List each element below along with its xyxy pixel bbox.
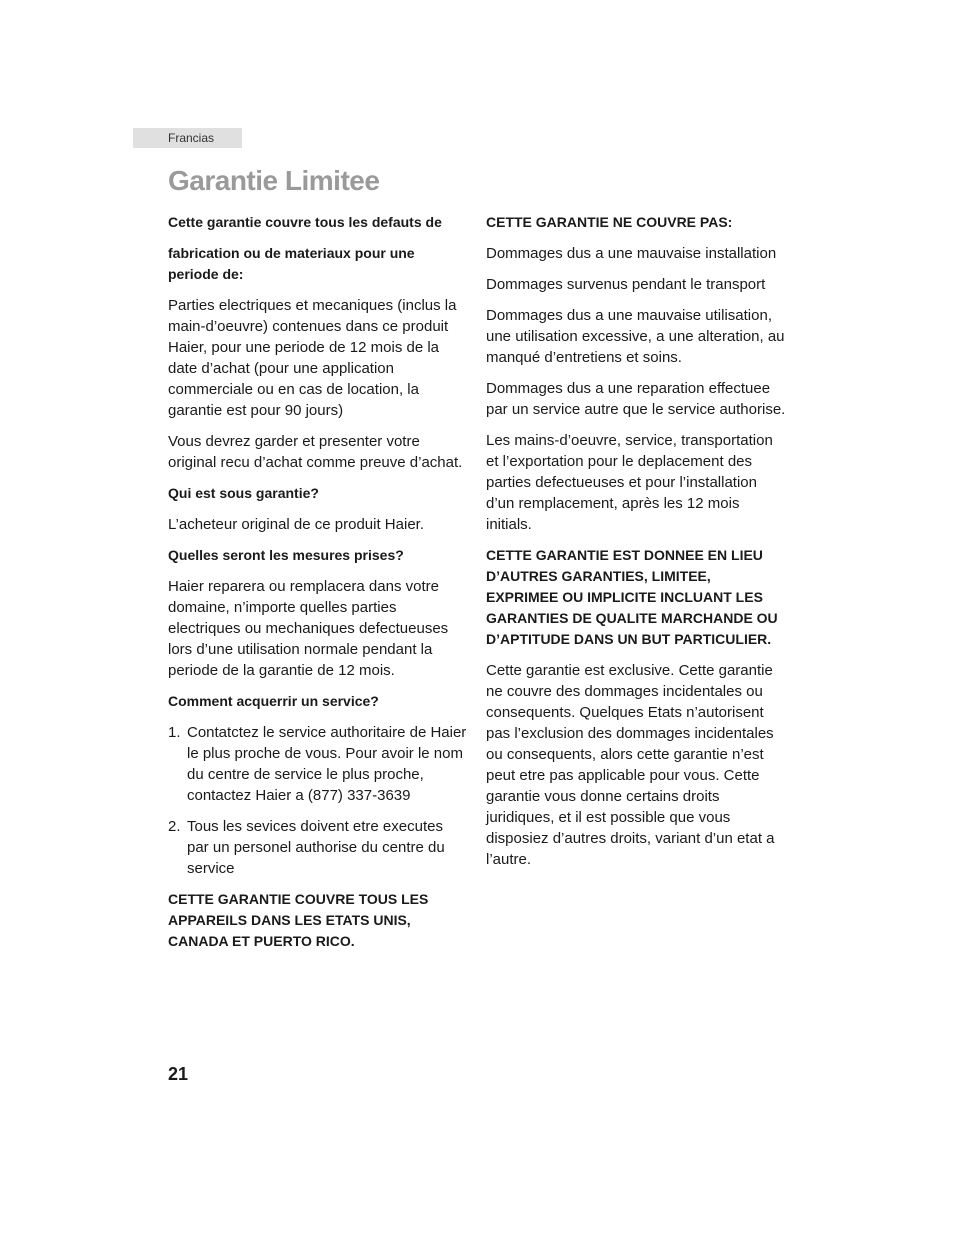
service-steps-list — [168, 722, 468, 879]
parts-paragraph: Parties electriques et mecaniques (inclus la main-d’oeuvre) contenues dans ce produit Haier, pour une periode de 12 mois de la date d’achat (pour une application commerciale ou en cas de location, la garantie est pour 90 jours) — [168, 297, 457, 419]
step-number: 1. — [168, 724, 181, 741]
exclusive-paragraph: Cette garantie est exclusive. Cette garantie ne couvre des dommages incidentales ou consequents. Quelques Etats n’autorisent pas l’exclusion des dommages incidentales ou consequents, alors cette garantie n’est peut etre pas applicable pour vous. Cette garantie vous donne certains droits juridiques, et il est possible que vous disposiez d’autres droits, variant d’un etat a l’autre. — [486, 662, 775, 868]
exclusion-item: Dommages dus a une mauvaise utilisation, une utilisation excessive, a une alteration, au manqué d’entretiens et soins. — [486, 307, 785, 366]
list-item — [168, 816, 468, 879]
page-title: Garantie Limitee — [168, 165, 380, 196]
measures-heading: Quelles seront les mesures prises? — [168, 547, 404, 563]
coverage-statement: CETTE GARANTIE COUVRE TOUS LES APPAREILS DANS LES ETATS UNIS, CANADA ET PUERTO RICO. — [168, 891, 429, 949]
intro-heading-2: fabrication ou de materiaux pour une periode de: — [168, 245, 415, 282]
exclusion-item: Dommages dus a une reparation effectuee par un service autre que le service authorise. — [486, 380, 786, 418]
step-text: Tous les sevices doivent etre executes par un personel authorise du centre du service — [187, 818, 445, 877]
step-text: Contatctez le service authoritaire de Haier le plus proche de vous. Pour avoir le nom du centre de service le plus proche, contactez Haier a (877) 337-3639 — [187, 724, 467, 804]
receipt-paragraph: Vous devrez garder et presenter votre original recu d’achat comme preuve d’achat. — [168, 433, 463, 471]
step-number: 2. — [168, 818, 181, 835]
not-covered-heading: CETTE GARANTIE NE COUVRE PAS: — [486, 214, 733, 230]
right-column — [486, 212, 786, 880]
service-heading: Comment acquerrir un service? — [168, 693, 379, 709]
who-heading: Qui est sous garantie? — [168, 485, 319, 501]
exclusion-item: Dommages dus a une mauvaise installation — [486, 245, 777, 262]
who-text: L’acheteur original de ce produit Haier. — [168, 516, 424, 533]
intro-heading-1: Cette garantie couvre tous les defauts de — [168, 214, 442, 230]
measures-text: Haier reparera ou remplacera dans votre domaine, n’importe quelles parties electriques ou mechaniques defectueuses lors d’une utilisation normale pendant la periode de la garantie de 12 mois. — [168, 578, 449, 679]
language-tab: Francias — [133, 128, 242, 148]
list-item — [168, 722, 468, 806]
left-column — [168, 212, 468, 962]
page-number: 21 — [168, 1064, 189, 1084]
exclusion-item: Dommages survenus pendant le transport — [486, 276, 766, 293]
in-lieu-statement: CETTE GARANTIE EST DONNEE EN LIEU D’AUTRES GARANTIES, LIMITEE, EXPRIMEE OU IMPLICITE INCLUANT LES GARANTIES DE QUALITE MARCHANDE OU D’APTITUDE DANS UN BUT PARTICULIER. — [486, 547, 778, 647]
exclusion-item: Les mains-d’oeuvre, service, transportation et l’exportation pour le deplacement des parties defectueuses et pour l’installation d’un remplacement, après les 12 mois initials. — [486, 432, 773, 533]
